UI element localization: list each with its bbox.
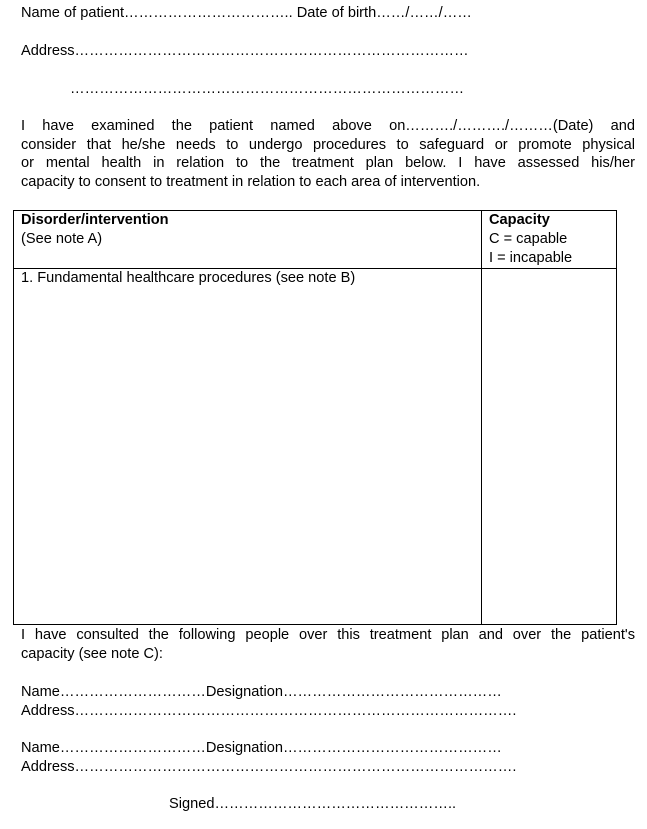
consultee-2-name-designation: Name…………………………Designation……………………………………… [21,740,502,756]
disorder-intervention-header-cell [14,211,482,269]
capacity-cell[interactable] [482,269,617,625]
disorder-intervention-note: (See note A) [21,231,103,247]
patient-address-line-1: Address……………………………………………………………………… [21,43,469,59]
declaration-paragraph [21,117,635,191]
capacity-legend-capable: C = capable [489,231,568,247]
signed-line: Signed………………………………………….. [169,796,457,812]
capacity-header: Capacity [489,212,550,228]
consultee-1-address: Address………………………………………………………………………………. [21,703,517,719]
table-header-row [14,211,617,269]
consultation-line: I have consulted the following people over this treatment plan and over the patient's [21,627,635,643]
consultation-paragraph [21,626,635,663]
declaration-line: consider that he/she needs to undergo procedures to safeguard or promote physical [21,136,635,153]
disorder-intervention-header: Disorder/intervention [21,212,169,228]
patient-address-line-2: ……………………………………………………………………… [70,81,465,97]
patient-name-dob-line: Name of patient…………………………….. Date of birth……/……/…… [21,5,472,21]
capacity-legend-incapable: I = incapable [489,250,573,266]
consultation-line: capacity (see note C): [21,645,163,662]
declaration-line: I have examined the patient named above on………./………./………(Date) and [21,118,635,134]
declaration-line: or mental health in relation to the treatment plan below. I have assessed his/her [21,155,635,171]
treatment-plan-table [13,210,617,625]
intervention-cell[interactable] [14,269,482,625]
capacity-header-cell [482,211,617,269]
fundamental-healthcare-label: 1. Fundamental healthcare procedures (see note B) [21,270,356,286]
consultee-1-name-designation: Name…………………………Designation……………………………………… [21,684,502,700]
consultee-2-address: Address………………………………………………………………………………. [21,759,517,775]
table-row [14,269,617,625]
declaration-line: capacity to consent to treatment in relation to each area of intervention. [21,173,481,190]
